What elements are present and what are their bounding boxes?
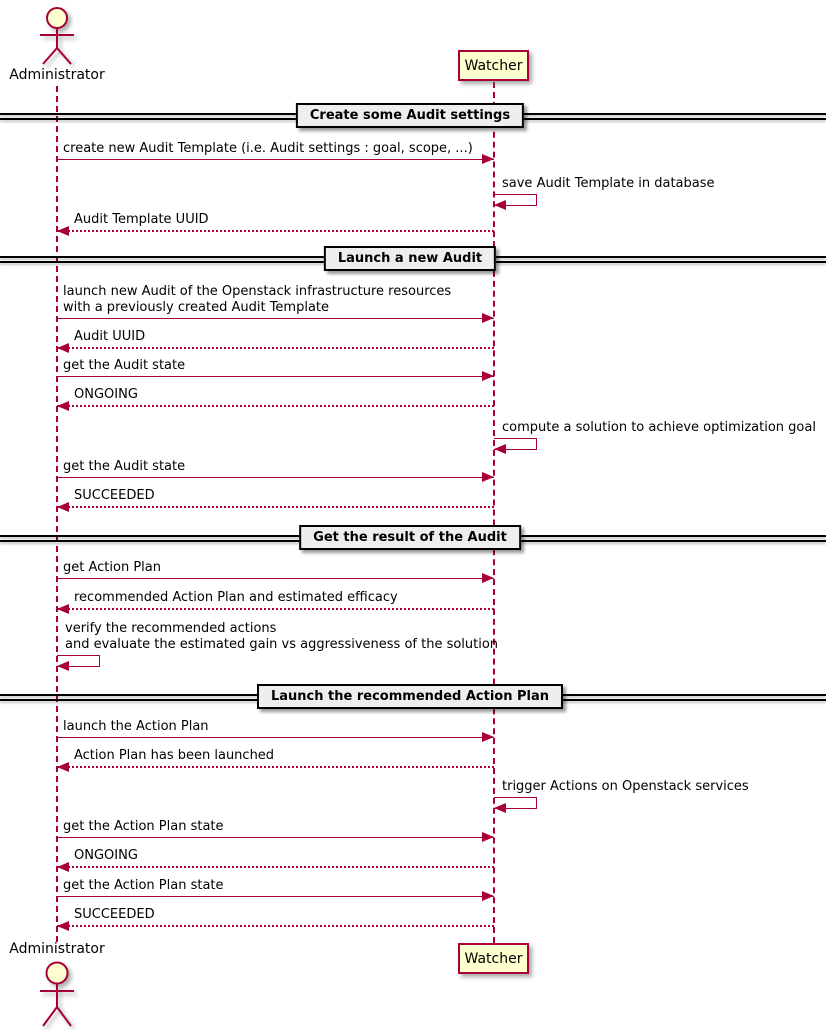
message-label [74,212,209,228]
message-label-line: recommended Action Plan and estimated efficacy [74,590,398,605]
message-label [63,560,161,576]
message-line [57,925,494,927]
arrow-head-icon [494,444,506,454]
arrow-head-icon [482,832,494,842]
message-label-line: Action Plan has been launched [74,748,275,763]
message-label-line: with a previously created Audit Template [63,300,330,315]
message-label [63,358,185,374]
message-line [57,159,494,160]
message-line [57,608,494,610]
arrow-head-icon [482,154,494,164]
arrow-head-icon [482,732,494,742]
message-label [63,819,224,835]
self-message-label [502,420,816,436]
message-label-line: get Action Plan [63,560,161,575]
message-label [74,329,145,345]
lifeline-administrator [56,86,58,942]
arrow-head-icon [482,891,494,901]
section-divider-label: Create some Audit settings [296,103,524,128]
message-label [74,748,274,764]
message-label-line: get the Audit state [63,459,186,474]
actor-icon [29,4,85,66]
participant-watcher-bottom: Watcher [458,943,529,974]
message-label-line: save Audit Template in database [502,176,715,191]
arrow-head-icon [57,226,69,236]
message-label [63,459,185,475]
message-label [74,848,138,864]
message-label-line: and evaluate the estimated gain vs aggressiveness of the solution [65,637,499,652]
message-line [57,837,494,838]
message-line [57,405,494,407]
arrow-head-icon [57,502,69,512]
arrow-head-icon [482,371,494,381]
message-line [57,578,494,579]
arrow-head-icon [57,862,69,872]
message-label [63,284,451,316]
message-label-line: launch new Audit of the Openstack infrastructure resources [63,284,452,299]
section-divider-label: Launch a new Audit [324,246,496,271]
message-label [74,387,138,403]
message-label-line: SUCCEEDED [74,488,155,503]
arrow-head-icon [57,921,69,931]
message-line [57,347,494,349]
self-message-label [65,621,498,653]
arrow-head-icon [494,200,506,210]
message-line [57,766,494,768]
arrow-head-icon [482,313,494,323]
message-line [57,318,494,319]
lifeline-watcher [493,82,495,943]
message-label-line: launch the Action Plan [63,719,209,734]
message-label [74,590,398,606]
self-message-label [502,779,749,795]
message-line [57,737,494,738]
arrow-head-icon [57,343,69,353]
message-label-line: ONGOING [74,387,138,402]
message-line [57,896,494,897]
message-label-line: verify the recommended actions [65,621,277,636]
arrow-head-icon [57,401,69,411]
message-label [74,488,155,504]
actor-label-administrator-top: Administrator [9,67,105,83]
self-message-label [502,176,715,192]
actor-icon [29,958,85,1030]
arrow-head-icon [482,472,494,482]
arrow-head-icon [494,803,506,813]
message-label-line: get the Audit state [63,358,186,373]
actor-label-administrator-bottom: Administrator [9,941,105,957]
message-line [57,477,494,478]
arrow-head-icon [482,573,494,583]
message-label-line: compute a solution to achieve optimization goal [502,420,816,435]
message-label-line: Audit Template UUID [74,212,209,227]
message-label-line: create new Audit Template (i.e. Audit settings : goal, scope, ...) [63,141,473,156]
message-line [57,230,494,232]
message-label-line: ONGOING [74,848,138,863]
message-label-line: get the Action Plan state [63,819,224,834]
arrow-head-icon [57,762,69,772]
message-line [57,866,494,868]
participant-watcher-top: Watcher [458,50,529,81]
message-label [74,907,155,923]
message-label-line: get the Action Plan state [63,878,224,893]
message-label [63,878,224,894]
message-label-line: Audit UUID [74,329,146,344]
arrow-head-icon [57,661,69,671]
message-label-line: SUCCEEDED [74,907,155,922]
message-label [63,141,473,157]
arrow-head-icon [57,604,69,614]
message-label [63,719,209,735]
message-label-line: trigger Actions on Openstack services [502,779,749,794]
section-divider-label: Launch the recommended Action Plan [257,684,563,709]
message-line [57,376,494,377]
message-line [57,506,494,508]
section-divider-label: Get the result of the Audit [299,525,521,550]
